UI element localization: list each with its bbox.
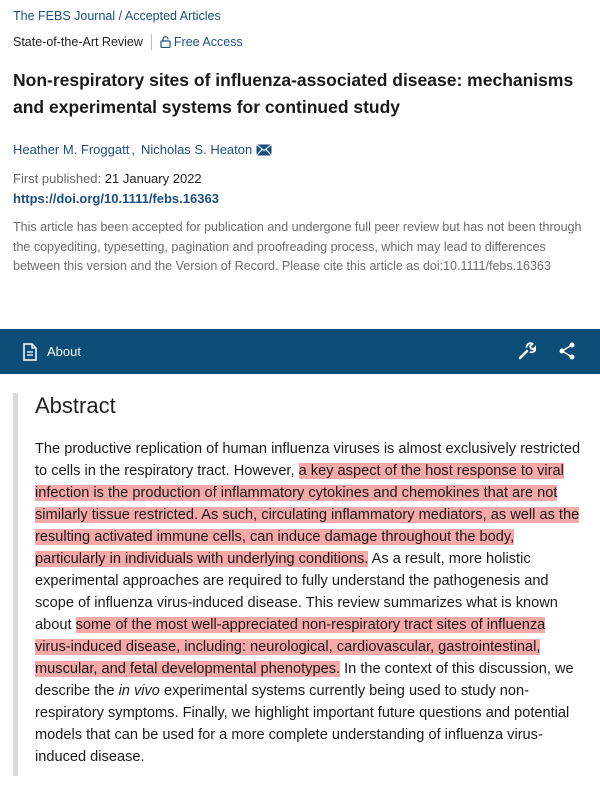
abstract-segment: In the context of this discussion, we describe the	[35, 661, 574, 699]
about-label: About	[47, 344, 81, 359]
article-type: State-of-the-Art Review	[13, 35, 143, 49]
wrench-icon[interactable]	[516, 341, 536, 361]
journal-breadcrumb	[13, 9, 221, 23]
highlighted-passage: some of the most well-appreciated non-respiratory tract sites of influenza virus-induced disease, including: neurological, cardiovascular, gastrointestinal, muscular, and fetal developmental phenotypes.	[35, 617, 546, 677]
abstract-segment: The productive replication of human influenza viruses is almost exclusively restricted to cells in the respiratory tract. However,	[35, 441, 581, 479]
document-icon	[22, 343, 38, 361]
author-link[interactable]: Nicholas S. Heaton	[140, 142, 253, 157]
abstract-segment: experimental systems currently being used to study non-respiratory symptoms. Finally, we highlight important future questions and potential models that can be used for a more complete understanding of influenza virus-induced disease.	[35, 683, 570, 765]
published-label: First published:	[13, 171, 102, 186]
published-date: 21 January 2022	[104, 171, 202, 186]
journal-link[interactable]: The FEBS Journal	[13, 9, 116, 23]
breadcrumb-separator: /	[115, 9, 125, 23]
abstract-segment: As a result, more holistic experimental approaches are required to fully understand the pathogenesis and scope of influenza virus-induced disease. This review summarizes what is known about	[35, 551, 558, 633]
italic-term: in vivo	[118, 683, 160, 699]
share-icon[interactable]	[558, 341, 576, 361]
toolbar-actions	[516, 341, 576, 361]
doi-link[interactable]: https://doi.org/10.1111/febs.16363	[13, 191, 219, 206]
abstract-heading: Abstract	[35, 393, 116, 418]
about-button[interactable]	[22, 343, 81, 361]
free-access-label: Free Access	[173, 35, 243, 49]
author-link[interactable]: Heather M. Froggatt	[13, 142, 130, 157]
accepted-notice: This article has been accepted for publication and undergone full peer review but has not been through the copyediting, typesetting, pagination and proofreading process, which may lead to differences between this version and the Version of Record. Please cite this article as doi:10.1111/febs.16363	[13, 220, 582, 273]
article-title: Non-respiratory sites of influenza-associated disease: mechanisms and experimental systems for continued study	[13, 70, 574, 117]
abstract-section	[13, 393, 598, 776]
email-icon[interactable]	[256, 144, 272, 156]
author-list	[13, 142, 272, 157]
unlock-icon	[160, 36, 171, 48]
highlighted-passage: a key aspect of the host response to viral infection is the production of inflammatory cytokines and chemokines that are not similarly tissue restricted. As such, circulating inflammatory mediators, as well as the resulting activated immune cells, can induce damage throughout the body, particularly in individuals with underlying conditions.	[35, 463, 580, 567]
article-meta-row	[13, 34, 243, 50]
abstract-text	[35, 438, 583, 768]
author-separator: ,	[131, 142, 135, 157]
article-toolbar	[0, 329, 600, 374]
published-info	[13, 171, 202, 186]
meta-divider	[151, 34, 152, 50]
section-link[interactable]: Accepted Articles	[124, 9, 221, 23]
free-access-badge	[160, 35, 243, 49]
